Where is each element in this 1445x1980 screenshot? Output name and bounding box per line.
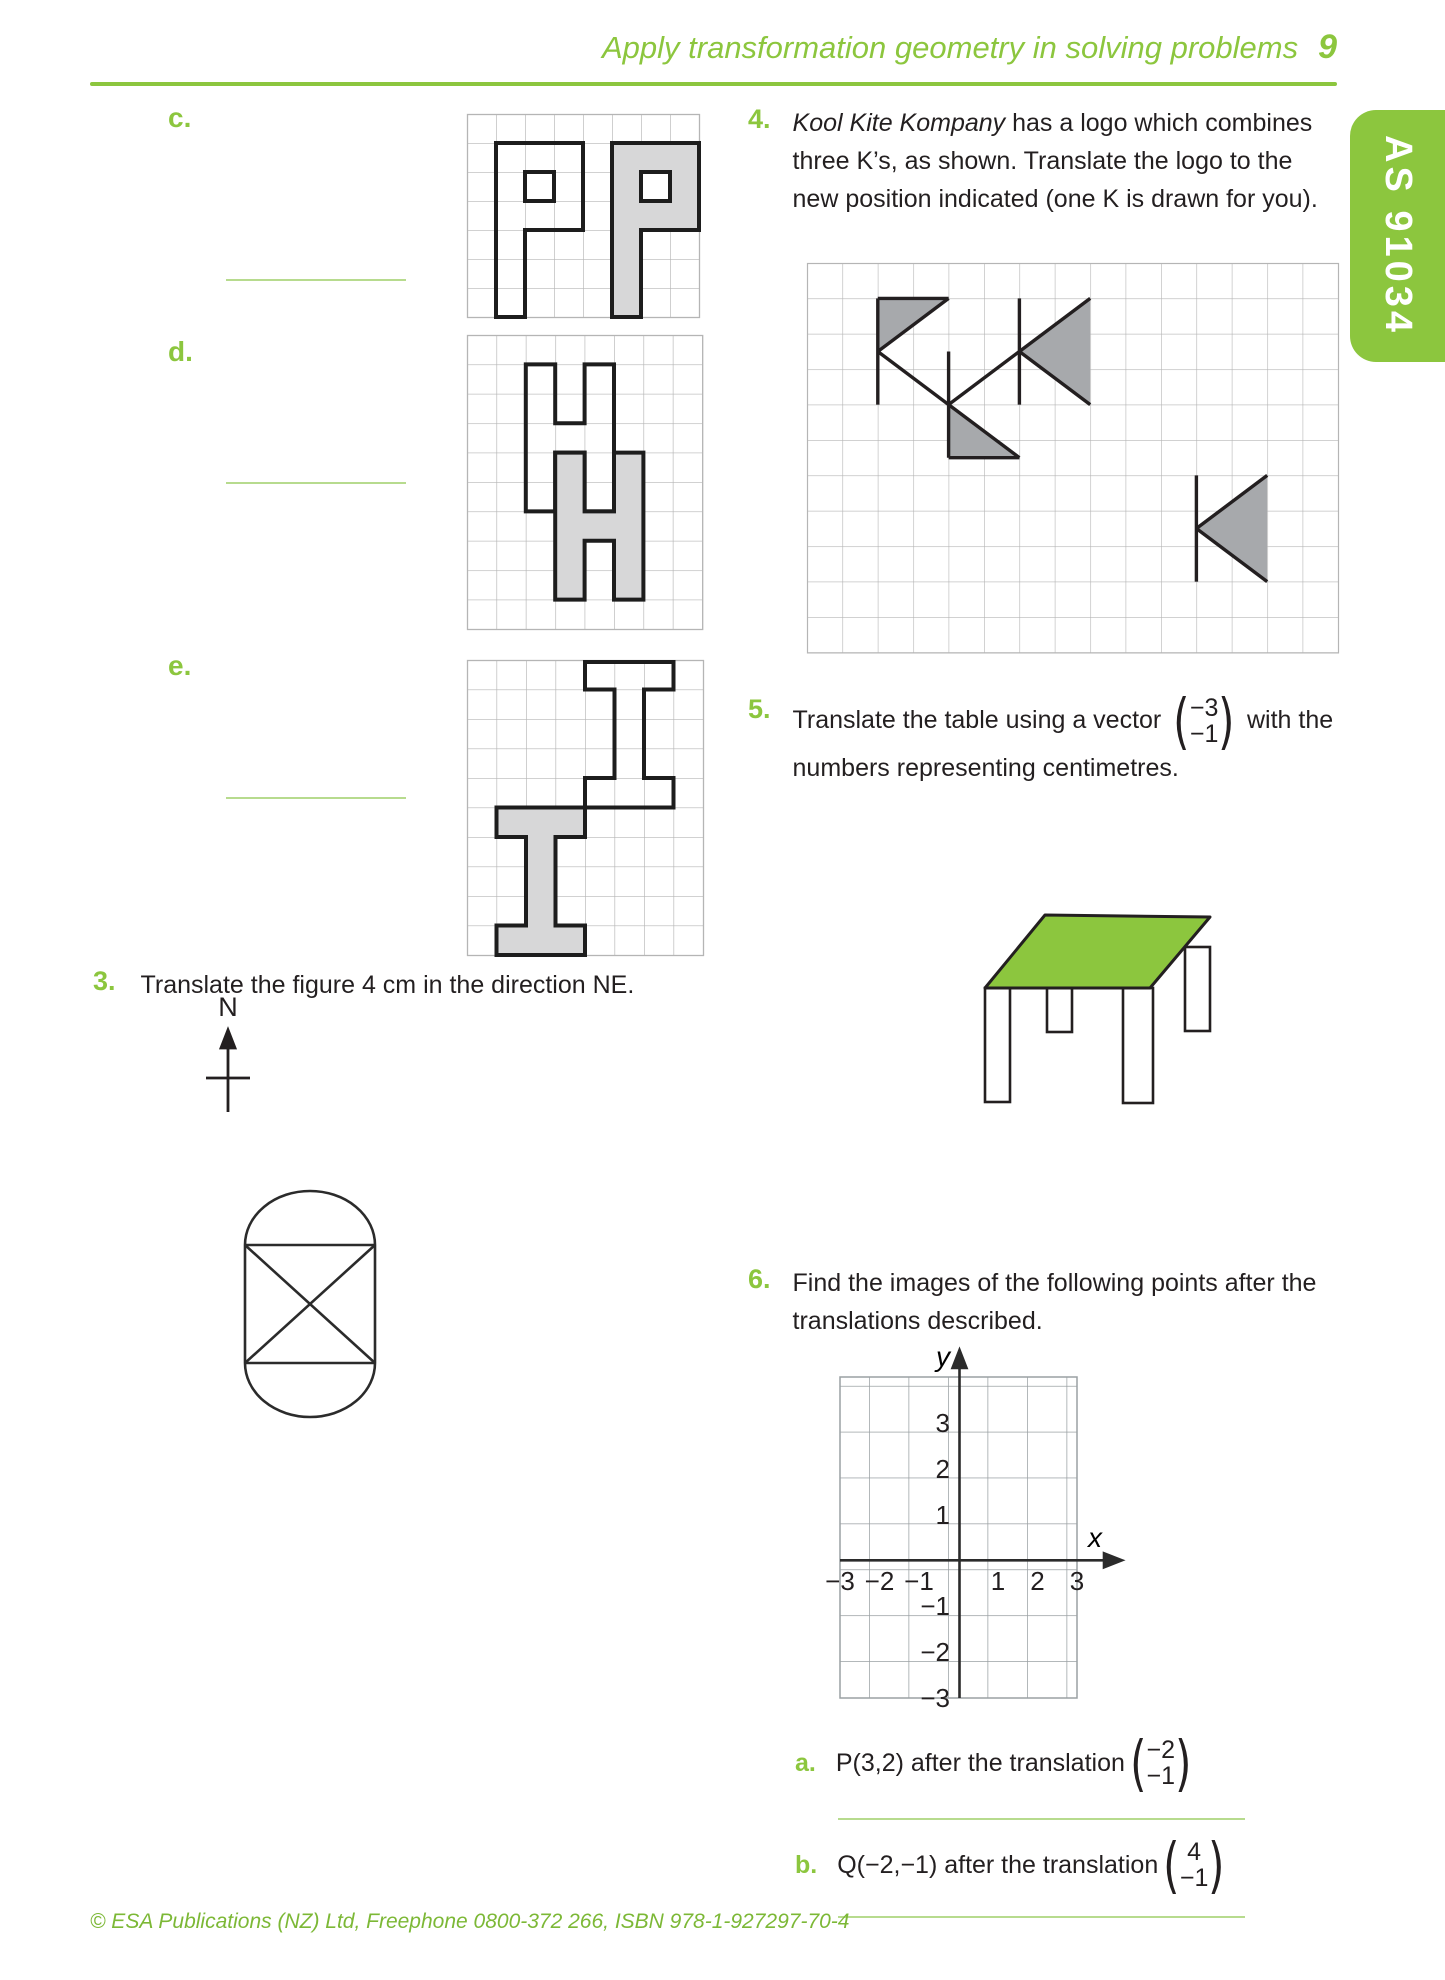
table-leg-back-right xyxy=(1185,947,1210,1031)
question-5-number: 5. xyxy=(748,694,771,724)
page-title xyxy=(300,28,1337,67)
question-4-text: has a logo which combines three K’s, as shown. Translate the logo to the new position indicated (one K is drawn for you). xyxy=(792,109,1318,213)
y-tick-m2: −2 xyxy=(920,1637,950,1667)
grid-e-letter-i xyxy=(467,660,703,956)
table-top xyxy=(985,915,1210,988)
table-figure xyxy=(975,905,1225,1115)
question-6a-text: P(3,2) after the translation xyxy=(835,1749,1125,1778)
y-axis-arrowhead-icon xyxy=(953,1350,967,1368)
x-axis-arrowhead-icon xyxy=(1104,1553,1122,1567)
right-paren: ) xyxy=(1175,1727,1192,1799)
company-name: Kool Kite Kompany xyxy=(792,109,1006,137)
question-6a xyxy=(795,1727,1197,1799)
compass-arrow xyxy=(196,1028,260,1120)
question-5-text-before: Translate the table using a vector xyxy=(792,706,1162,735)
table-leg-front-right xyxy=(1123,988,1153,1103)
part-d-label: d. xyxy=(168,336,193,367)
right-paren: ) xyxy=(1218,685,1235,757)
answer-line-d xyxy=(226,482,406,484)
header-rule xyxy=(90,82,1337,86)
part-e-label: e. xyxy=(168,650,192,681)
imprint: © ESA Publications (NZ) Ltd, Freephone 0800-372 266, ISBN 978-1-927297-70-4 xyxy=(90,1910,850,1933)
y-tick-1: 1 xyxy=(935,1500,950,1530)
answer-line-e xyxy=(226,797,406,799)
y-tick-m3: −3 xyxy=(920,1683,950,1713)
answer-line-a xyxy=(838,1818,1245,1820)
question-6a-label: a. xyxy=(795,1749,816,1778)
right-paren: ) xyxy=(1208,1829,1225,1901)
x-tick-m1: −1 xyxy=(904,1566,934,1596)
question-4 xyxy=(748,104,1348,218)
standard-tab-label: AS 91034 xyxy=(1377,135,1419,337)
kite-logo-grid xyxy=(807,263,1338,653)
page-title-text: Apply transformation geometry in solving problems xyxy=(601,30,1299,65)
question-6-text: Find the images of the following points after the translations described. xyxy=(792,1269,1317,1335)
left-paren: ( xyxy=(1163,1829,1180,1901)
compass-north-label: N xyxy=(218,992,238,1022)
y-tick-m1: −1 xyxy=(920,1591,950,1621)
question-6b-label: b. xyxy=(795,1851,818,1880)
table-leg-front-left xyxy=(985,988,1010,1102)
table-leg-back-left xyxy=(1047,988,1072,1032)
question-5 xyxy=(748,685,1348,787)
north-arrowhead-icon xyxy=(221,1030,235,1048)
part-c-label: c. xyxy=(168,102,192,133)
y-tick-3: 3 xyxy=(935,1408,950,1438)
question-5-text-after: with the numbers representing centimetres. xyxy=(792,706,1334,783)
x-tick-m2: −2 xyxy=(864,1566,895,1596)
x-tick-1: 1 xyxy=(990,1566,1006,1596)
question-3-text: Translate the figure 4 cm in the direction NE. xyxy=(140,971,635,999)
question-6-number: 6. xyxy=(748,1264,771,1294)
left-paren: ( xyxy=(1130,1727,1147,1799)
question-6b-text: Q(−2,−1) after the translation xyxy=(837,1851,1159,1880)
vector-q6b-top: 4 xyxy=(1187,1838,1202,1867)
vector-q5 xyxy=(1173,685,1235,757)
left-paren: ( xyxy=(1173,685,1190,757)
x-tick-3: 3 xyxy=(1069,1566,1085,1596)
question-6b xyxy=(795,1829,1230,1901)
question-3 xyxy=(93,966,733,1004)
vector-q6a-top: −2 xyxy=(1146,1736,1176,1765)
question-3-number: 3. xyxy=(93,966,116,996)
x-axis-label: x xyxy=(1088,1522,1102,1553)
vector-q6b-bottom: −1 xyxy=(1179,1863,1209,1892)
x-tick-2: 2 xyxy=(1030,1566,1045,1596)
stadium-figure xyxy=(243,1188,377,1422)
coordinate-grid xyxy=(790,1340,1150,1725)
page-number: 9 xyxy=(1318,28,1337,66)
question-6 xyxy=(748,1264,1348,1340)
answer-line-c xyxy=(226,279,406,281)
x-tick-m3: −3 xyxy=(825,1566,855,1596)
question-4-number: 4. xyxy=(748,104,771,134)
vector-q5-top: −3 xyxy=(1189,694,1219,723)
y-axis-label: y xyxy=(936,1341,950,1372)
grid-c-letter-p xyxy=(467,114,700,318)
y-tick-2: 2 xyxy=(935,1454,950,1484)
answer-line-b xyxy=(838,1916,1245,1918)
vector-q6a-bottom: −1 xyxy=(1146,1761,1176,1790)
standard-tab xyxy=(1350,110,1445,362)
grid-d-letter-h xyxy=(467,335,703,630)
vector-q5-bottom: −1 xyxy=(1189,719,1219,748)
vector-q6b xyxy=(1163,1829,1225,1901)
vector-q6a xyxy=(1130,1727,1192,1799)
